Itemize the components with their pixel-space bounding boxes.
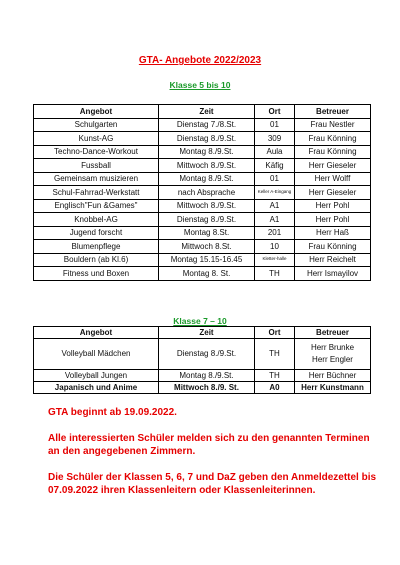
supervisor-cell: Frau Könning [295,145,371,159]
location-cell: Kletter-halle [255,253,295,267]
time-cell: Montag 8. St. [159,267,255,281]
time-cell: Mittwoch 8./9.St. [159,199,255,213]
column-header-location: Ort [255,327,295,339]
offer-cell: Japanisch und Anime [34,382,159,394]
time-cell: Mittwoch 8.St. [159,240,255,254]
time-cell: Dienstag 8./9.St. [159,213,255,227]
column-header-time: Zeit [159,105,255,119]
section-heading-grades-7-10: Klasse 7 – 10 [173,316,227,326]
table-row [34,226,371,240]
supervisor-cell: Herr Pohl [295,199,371,213]
offer-cell: Schulgarten [34,118,159,132]
time-cell: Mittwoch 8./9.St. [159,159,255,173]
offer-cell: Blumenpflege [34,240,159,254]
table-row [34,159,371,173]
offers-table-grades-5-10 [33,104,371,281]
location-cell: 01 [255,172,295,186]
table-row [34,382,371,394]
table-row [34,172,371,186]
offer-cell: Englisch"Fun &Games" [34,199,159,213]
offer-cell: Volleyball Jungen [34,370,159,382]
supervisor-cell: Herr Kunstmann [295,382,371,394]
supervisor-cell: Herr Haß [295,226,371,240]
supervisor-cell: Frau Nestler [295,118,371,132]
location-cell: 201 [255,226,295,240]
offer-cell: Jugend forscht [34,226,159,240]
time-cell: Dienstag 8./9.St. [159,339,255,370]
time-cell: Montag 15.15-16.45 [159,253,255,267]
time-cell: nach Absprache [159,186,255,200]
offer-cell: Techno-Dance-Workout [34,145,159,159]
time-cell: Montag 8./9.St. [159,145,255,159]
table-row [34,370,371,382]
time-cell: Mittwoch 8./9. St. [159,382,255,394]
supervisor-cell: Herr Reichelt [295,253,371,267]
table-row [34,199,371,213]
table-row [34,145,371,159]
time-cell: Montag 8./9.St. [159,172,255,186]
offer-cell: Bouldern (ab Kl.6) [34,253,159,267]
location-cell: TH [255,370,295,382]
table-row [34,253,371,267]
notes-block [48,406,378,510]
location-cell: 309 [255,132,295,146]
location-cell: 01 [255,118,295,132]
offer-cell: Knobbel-AG [34,213,159,227]
offer-cell: Gemeinsam musizieren [34,172,159,186]
column-header-supervisor: Betreuer [295,105,371,119]
table-row [34,118,371,132]
location-cell: A0 [255,382,295,394]
location-cell: A1 [255,213,295,227]
location-cell: A1 [255,199,295,213]
note-start-date: GTA beginnt ab 19.09.2022. [48,407,177,418]
section-heading-grades-5-10: Klasse 5 bis 10 [169,80,231,90]
offer-cell: Fitness und Boxen [34,267,159,281]
page-title: GTA- Angebote 2022/2023 [138,55,262,66]
column-header-offer: Angebot [34,327,159,339]
supervisor-cell: Herr Pohl [295,213,371,227]
supervisor-cell [295,339,371,370]
location-cell: Keller A-Eingang [255,186,295,200]
table-row [34,240,371,254]
column-header-offer: Angebot [34,105,159,119]
offer-cell: Schul-Fahrrad-Werkstatt [34,186,159,200]
table-row [34,186,371,200]
table-row [34,213,371,227]
column-header-location: Ort [255,105,295,119]
location-cell: 10 [255,240,295,254]
offers-table-grades-7-10 [33,326,371,394]
supervisor-cell: Herr Gieseler [295,186,371,200]
supervisor-name: Herr Brunke [310,342,355,352]
time-cell: Dienstag 7./8.St. [159,118,255,132]
offer-cell: Volleyball Mädchen [34,339,159,370]
note-deadline: Die Schüler der Klassen 5, 6, 7 und DaZ geben den Anmeldezettel bis 07.09.2022 ihren Klassenleitern oder Klassenleiterinnen. [48,471,377,496]
time-cell: Montag 8.St. [159,226,255,240]
column-header-supervisor: Betreuer [295,327,371,339]
location-cell: Käfig [255,159,295,173]
time-cell: Montag 8./9.St. [159,370,255,382]
table-row [34,267,371,281]
location-cell: TH [255,267,295,281]
offer-cell: Kunst-AG [34,132,159,146]
supervisor-name: Herr Engler [312,355,353,364]
supervisor-cell: Herr Ismayilov [295,267,371,281]
table-row [34,339,371,370]
table-row [34,132,371,146]
time-cell: Dienstag 8./9.St. [159,132,255,146]
column-header-time: Zeit [159,327,255,339]
supervisor-cell: Frau Könning [295,240,371,254]
supervisor-cell: Herr Büchner [295,370,371,382]
note-registration: Alle interessierten Schüler melden sich zu den genannten Terminen an den angegebenen Zimmern. [48,432,370,457]
supervisor-cell: Herr Gieseler [295,159,371,173]
supervisor-cell: Frau Könning [295,132,371,146]
location-cell: Aula [255,145,295,159]
location-cell: TH [255,339,295,370]
supervisor-cell: Herr Wolff [295,172,371,186]
offer-cell: Fussball [34,159,159,173]
